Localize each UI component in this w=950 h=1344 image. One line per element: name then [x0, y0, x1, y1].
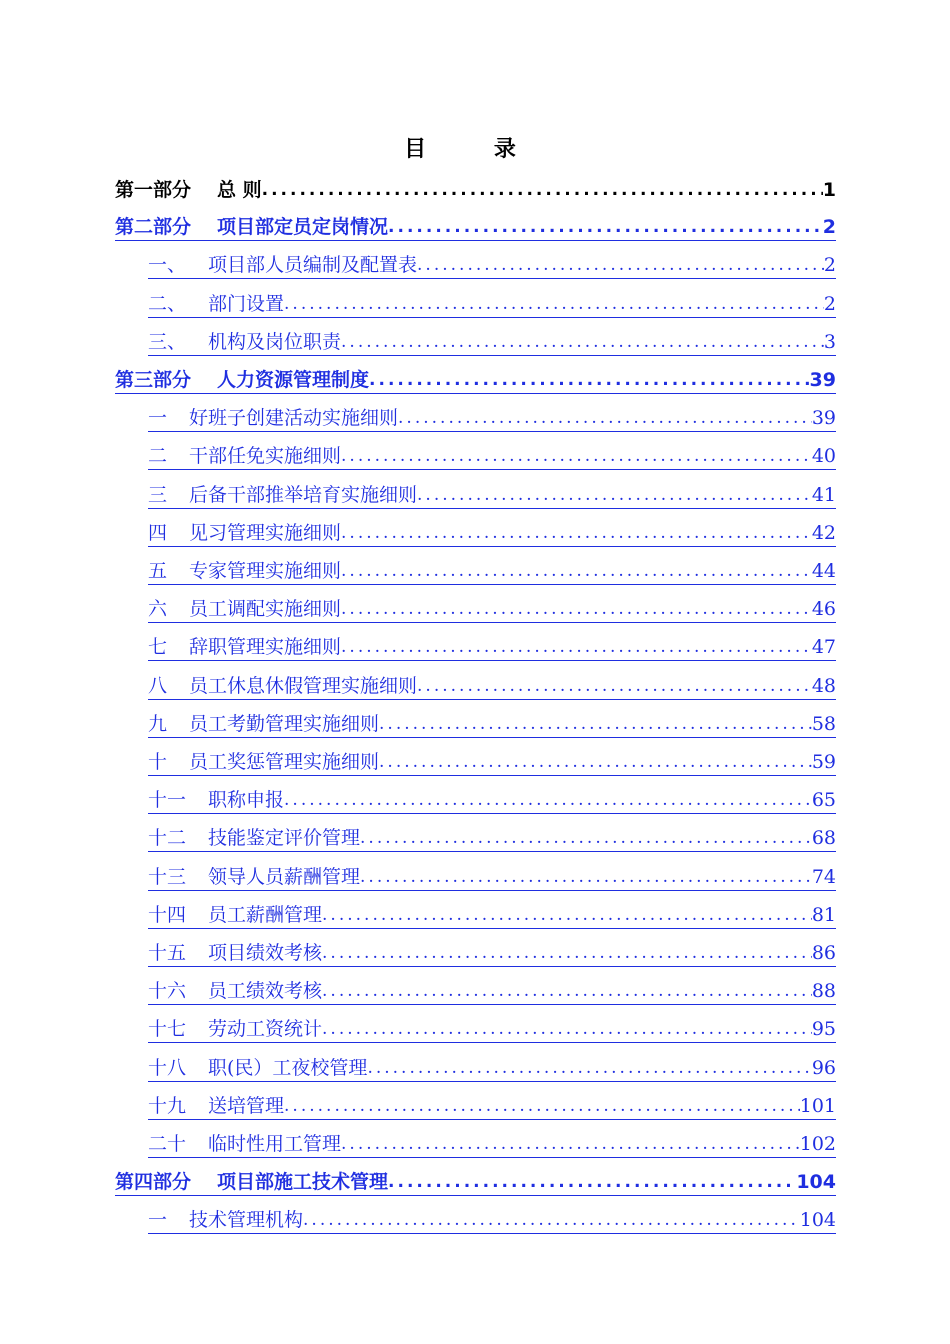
toc-title: 目 录 [404, 137, 546, 162]
toc-section-entry[interactable] [148, 708, 836, 738]
toc-dot-leader [322, 903, 812, 929]
toc-entry-text: 后备干部推举培育实施细则 [189, 483, 418, 506]
toc-section-entry[interactable] [148, 861, 836, 891]
toc-entry-number: 二、 [148, 292, 187, 315]
toc-dot-leader [341, 330, 824, 356]
toc-section-entry[interactable] [148, 440, 836, 470]
toc-dot-leader [341, 559, 812, 585]
toc-dot-leader [341, 444, 812, 470]
toc-entry-text: 职(民）工夜校管理 [208, 1056, 368, 1079]
toc-entry-label [148, 483, 417, 509]
toc-entry-number: 十二 [148, 827, 187, 850]
toc-page-number: 48 [812, 674, 836, 700]
toc-page-number: 41 [812, 483, 836, 509]
toc-entry-label [148, 941, 322, 967]
toc-entry-number: 七 [148, 636, 168, 659]
toc-entry-number: 九 [148, 712, 168, 735]
toc-dot-leader [341, 635, 812, 661]
toc-section-entry[interactable] [148, 517, 836, 547]
toc-dot-leader [284, 1094, 800, 1120]
toc-entry-number: 一 [148, 1209, 168, 1232]
toc-section-entry[interactable] [148, 899, 836, 929]
toc-entry-text: 项目部人员编制及配置表 [208, 254, 418, 277]
toc-part-entry[interactable] [115, 211, 836, 241]
toc-dot-leader [379, 712, 812, 738]
toc-dot-leader [322, 979, 812, 1005]
toc-section-entry[interactable] [148, 1204, 836, 1234]
toc-section-entry[interactable] [148, 402, 836, 432]
toc-entry-text: 干部任免实施细则 [189, 445, 342, 468]
toc-section-entry[interactable] [148, 975, 836, 1005]
toc-entry-label [148, 253, 417, 279]
toc-dot-leader [341, 1132, 800, 1158]
toc-entry-label [115, 215, 388, 241]
toc-dot-leader [360, 865, 812, 891]
toc-section-entry[interactable] [148, 1052, 836, 1082]
toc-entry-text: 员工休息休假管理实施细则 [189, 674, 418, 697]
toc-page-number: 42 [812, 521, 836, 547]
toc-section-entry[interactable] [148, 937, 836, 967]
toc-entry-number: 一 [148, 407, 168, 430]
toc-entry-label [148, 750, 379, 776]
toc-entry-number: 十八 [148, 1056, 187, 1079]
toc-entry-text: 项目绩效考核 [208, 942, 323, 964]
toc-entry-text: 项目部施工技术管理 [217, 1171, 389, 1194]
toc-entry-label [148, 788, 284, 814]
toc-entry-number: 十六 [148, 980, 187, 1003]
toc-entry-number: 第三部分 [115, 369, 192, 391]
toc-section-entry[interactable] [148, 784, 836, 814]
toc-section-entry[interactable] [148, 746, 836, 776]
toc-entry-label [148, 292, 284, 318]
toc-entry-text: 技能鉴定评价管理 [208, 827, 361, 850]
toc-entry-number: 二 [148, 445, 168, 468]
toc-entry-number: 三 [148, 483, 168, 506]
toc-entry-number: 八 [148, 674, 168, 697]
toc-entry-text: 好班子创建活动实施细则 [189, 407, 399, 430]
toc-page-number: 39 [810, 368, 836, 394]
toc-entry-number: 第二部分 [115, 216, 192, 239]
toc-entry-text: 送培管理 [208, 1094, 285, 1117]
toc-entry-text: 部门设置 [208, 292, 285, 315]
toc-entry-number: 十 [148, 751, 168, 773]
toc-section-entry[interactable] [148, 670, 836, 700]
toc-entry-number: 五 [148, 560, 168, 582]
toc-entry-number: 二十 [148, 1133, 187, 1155]
toc-entry-text: 领导人员薪酬管理 [208, 865, 361, 888]
toc-entry-label [148, 1132, 341, 1158]
toc-entry-text: 项目部定员定岗情况 [217, 216, 389, 239]
toc-page-number: 58 [812, 712, 836, 738]
toc-dot-leader [417, 253, 824, 279]
toc-entry-text: 专家管理实施细则 [189, 560, 342, 582]
toc-entry-text: 员工调配实施细则 [189, 598, 342, 621]
toc-entry-text: 机构及岗位职责 [208, 330, 342, 353]
toc-entry-label [148, 521, 341, 547]
toc-section-entry[interactable] [148, 1013, 836, 1043]
toc-entry-label [148, 674, 417, 700]
toc-page-number: 65 [812, 788, 836, 814]
toc-entry-number: 十五 [148, 942, 187, 964]
toc-entry-text: 技术管理机构 [189, 1209, 304, 1232]
toc-entry-text: 人力资源管理制度 [217, 369, 370, 391]
toc-entry-number: 十七 [148, 1018, 187, 1041]
toc-page-number: 2 [824, 253, 836, 279]
toc-page-number: 74 [812, 865, 836, 891]
toc-section-entry[interactable] [148, 326, 836, 356]
toc-entry-label [148, 865, 360, 891]
toc-page-number: 81 [812, 903, 836, 929]
toc-part-entry[interactable] [115, 364, 836, 394]
toc-entry-label [148, 1056, 367, 1082]
toc-section-entry[interactable] [148, 593, 836, 623]
toc-dot-leader [398, 406, 812, 432]
toc-entry-label [148, 712, 379, 738]
toc-entry-number: 第四部分 [115, 1171, 192, 1194]
toc-entry-label [148, 597, 341, 623]
toc-entry-text: 员工考勤管理实施细则 [189, 712, 380, 735]
toc-entry-label [148, 903, 322, 929]
toc-page-number: 3 [824, 330, 836, 356]
toc-section-entry[interactable] [148, 249, 836, 279]
toc-entry-text: 员工绩效考核 [208, 980, 323, 1003]
toc-page-number: 101 [800, 1094, 836, 1120]
toc-page-number: 104 [800, 1208, 836, 1234]
toc-page-number: 40 [812, 444, 836, 470]
toc-entry-label [148, 979, 322, 1005]
toc-dot-leader [388, 1170, 796, 1196]
toc-dot-leader [360, 826, 812, 852]
toc-entry-label [148, 330, 341, 356]
toc-page-number: 59 [812, 750, 836, 776]
toc-entry-label [148, 406, 398, 432]
toc-entry-number: 十三 [148, 865, 187, 888]
toc-part-entry [115, 173, 836, 203]
toc-dot-leader [417, 674, 812, 700]
toc-entry-label [148, 1017, 322, 1043]
toc-page-number: 46 [812, 597, 836, 623]
toc-page-number: 104 [796, 1170, 836, 1196]
toc-entry-text: 总 则 [217, 179, 262, 201]
toc-entry-number: 十四 [148, 903, 187, 926]
toc-part-entry[interactable] [115, 1166, 836, 1196]
toc-entry-label [115, 178, 262, 203]
toc-entry-label [148, 444, 341, 470]
toc-page-number: 2 [824, 292, 836, 318]
toc-dot-leader [262, 178, 823, 203]
toc-page-number: 68 [812, 826, 836, 852]
toc-section-entry[interactable] [148, 555, 836, 585]
toc-page-number: 2 [823, 215, 836, 241]
toc-entry-number: 四 [148, 521, 168, 544]
toc-page-number: 88 [812, 979, 836, 1005]
toc-page-number: 44 [812, 559, 836, 585]
toc-page-number: 86 [812, 941, 836, 967]
toc-dot-leader [341, 597, 812, 623]
toc-dot-leader [284, 788, 812, 814]
toc-entry-label [148, 559, 341, 585]
toc-page-number: 1 [822, 179, 836, 201]
toc-entry-number: 第一部分 [115, 179, 192, 201]
toc-entry-label [115, 1170, 388, 1196]
toc-entry-number: 三、 [148, 330, 187, 353]
toc-page-number: 102 [800, 1132, 836, 1158]
toc-entry-number: 一、 [148, 254, 187, 277]
toc-section-entry[interactable] [148, 1090, 836, 1120]
toc-entry-number: 十一 [148, 789, 187, 812]
toc-entry-text: 员工薪酬管理 [208, 903, 323, 926]
toc-entry-label [148, 1094, 284, 1120]
toc-entry-label [148, 1208, 303, 1234]
toc-entry-number: 六 [148, 598, 168, 621]
toc-entry-label [148, 826, 360, 852]
toc-dot-leader [322, 941, 812, 967]
toc-dot-leader [417, 483, 812, 509]
toc-dot-leader [388, 215, 823, 241]
toc-dot-leader [284, 292, 824, 318]
toc-entry-text: 员工奖惩管理实施细则 [189, 751, 380, 773]
toc-page-number: 39 [812, 406, 836, 432]
toc-dot-leader [367, 1056, 811, 1082]
toc-section-entry[interactable] [148, 822, 836, 852]
toc-entry-text: 见习管理实施细则 [189, 521, 342, 544]
toc-entry-text: 临时性用工管理 [208, 1133, 342, 1155]
toc-entry-label [148, 635, 341, 661]
toc-dot-leader [303, 1208, 800, 1234]
toc-section-entry[interactable] [148, 288, 836, 318]
toc-page-number: 47 [812, 635, 836, 661]
toc-entry-text: 职称申报 [208, 789, 285, 812]
toc-entry-text: 辞职管理实施细则 [189, 636, 342, 659]
toc-entry-text: 劳动工资统计 [208, 1018, 323, 1041]
toc-section-entry[interactable] [148, 1128, 836, 1158]
toc-entry-label [115, 368, 369, 394]
toc-entry-number: 十九 [148, 1094, 187, 1117]
toc-section-entry[interactable] [148, 479, 836, 509]
toc-dot-leader [341, 521, 812, 547]
toc-section-entry[interactable] [148, 631, 836, 661]
toc-page-number: 95 [812, 1017, 836, 1043]
toc-page-number: 96 [812, 1056, 836, 1082]
toc-dot-leader [379, 750, 812, 776]
toc-dot-leader [322, 1017, 812, 1043]
toc-dot-leader [369, 368, 810, 394]
